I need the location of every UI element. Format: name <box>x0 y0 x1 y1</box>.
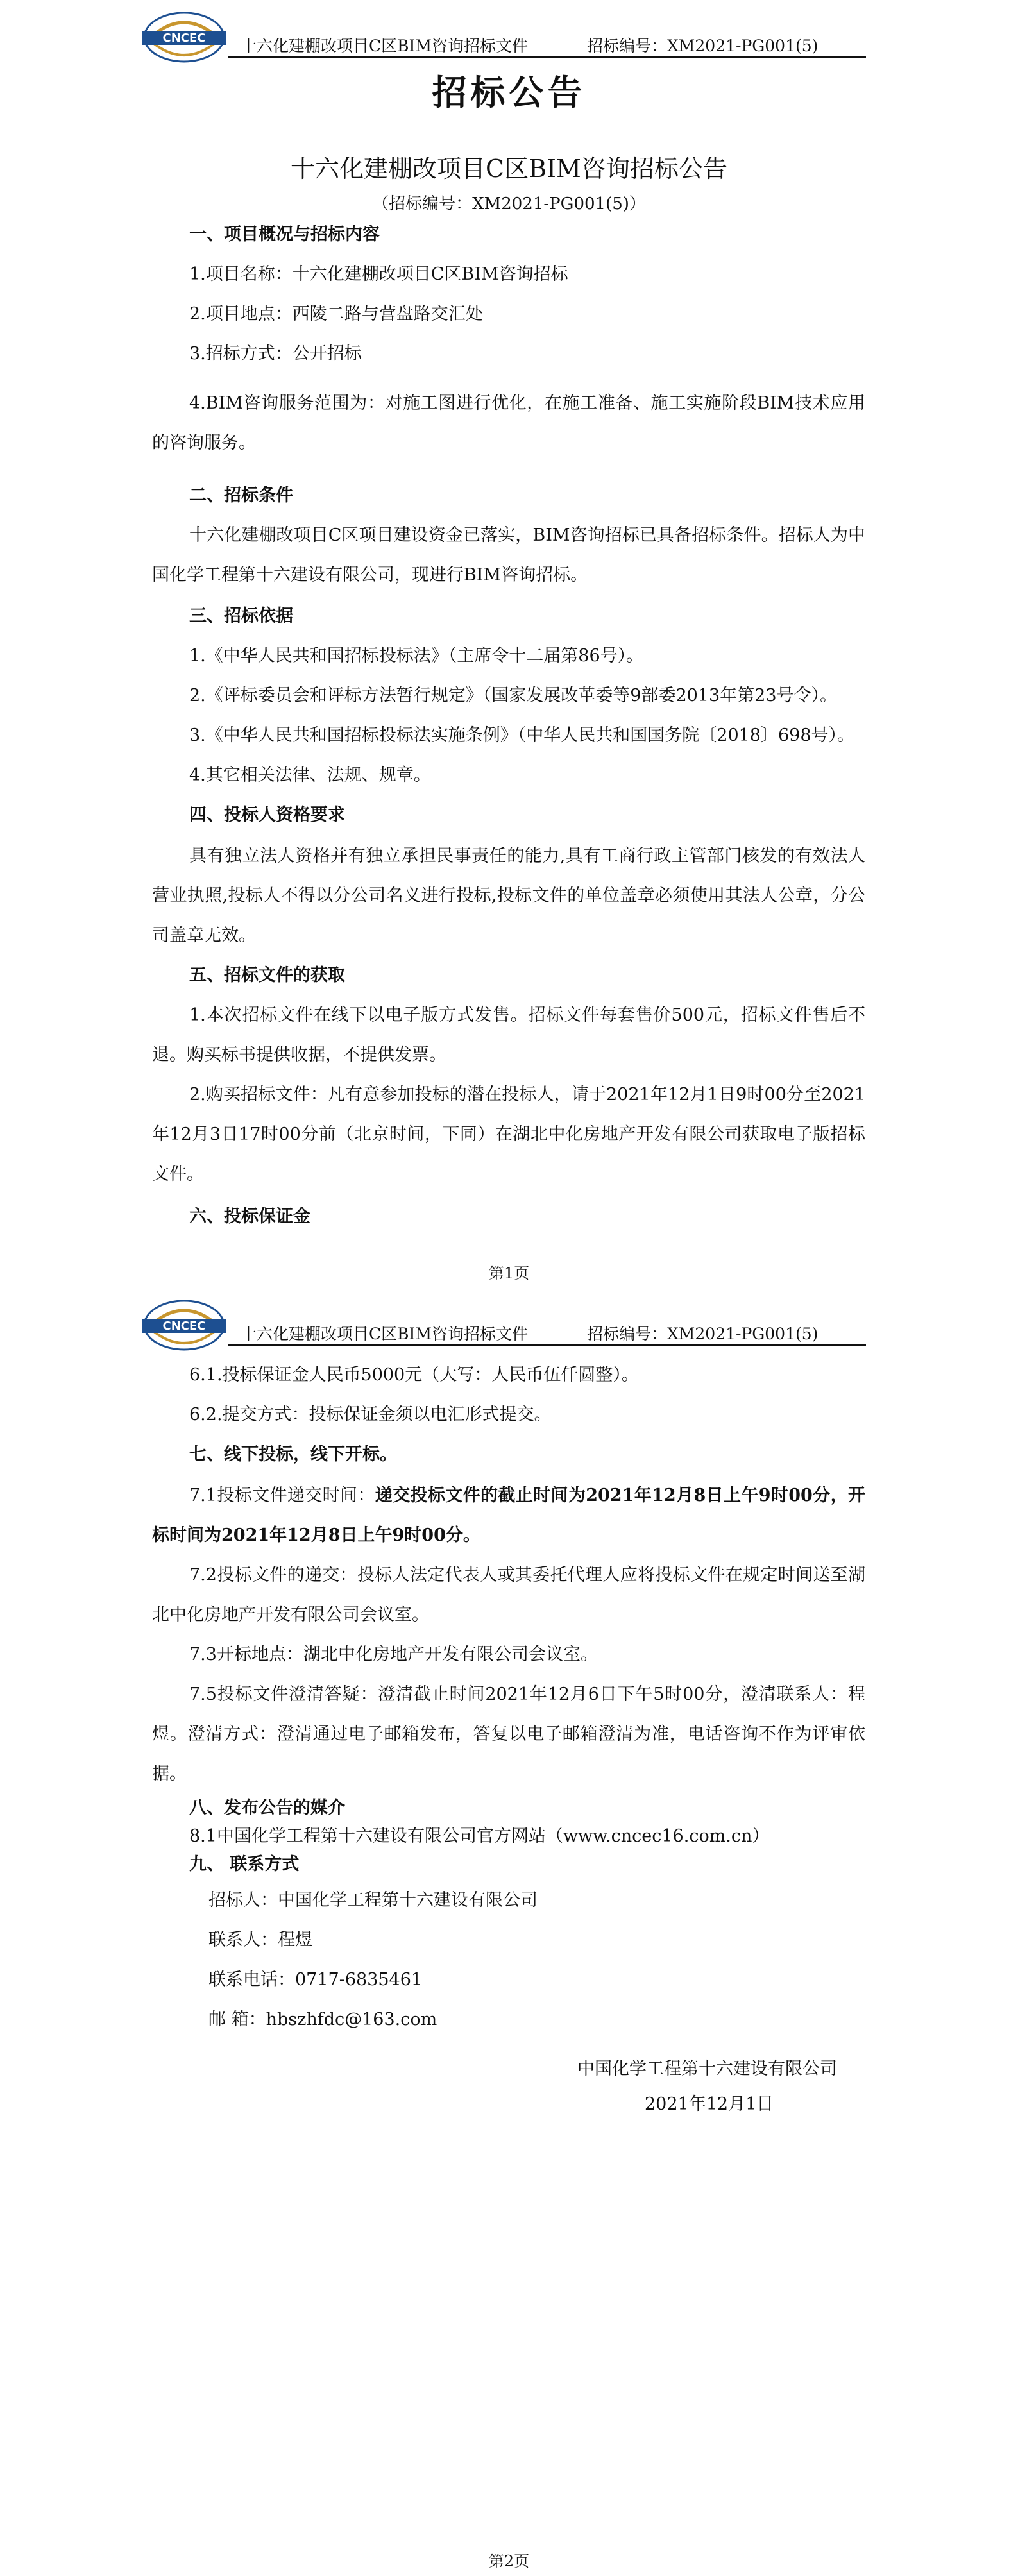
cncec-logo <box>138 1300 234 1351</box>
section-3-heading: 三、招标依据 <box>189 606 293 626</box>
section-4-text: 具有独立法人资格并有独立承担民事责任的能力,具有工商行政主管部门核发的有效法人营业执照,投标人不得以分公司名义进行投标,投标文件的单位盖章必须使用其法人公章，分公司盖章无效。 <box>152 846 865 945</box>
signature-company: 中国化学工程第十六建设有限公司 <box>577 2059 837 2079</box>
section-5-item-1: 1.本次招标文件在线下以电子版方式发售。招标文件每套售价500元，招标文件售后不退。购买标书提供收据，不提供发票。 <box>152 1005 865 1065</box>
header-rule <box>228 1344 866 1346</box>
contact-phone: 联系电话：0717-6835461 <box>208 1970 423 1990</box>
section-7-item-1 <box>152 1476 865 1555</box>
page-number: 第1页 <box>488 1264 530 1282</box>
section-5-heading: 五、招标文件的获取 <box>189 965 345 985</box>
cncec-logo <box>138 12 234 63</box>
svg-text:CNCEC: CNCEC <box>162 1319 206 1333</box>
signature-date: 2021年12月1日 <box>645 2094 774 2114</box>
section-7-item-1-label: 7.1投标文件递交时间： <box>189 1486 375 1505</box>
header-number: 招标编号：XM2021-PG001(5) <box>587 37 819 55</box>
page-number: 第2页 <box>488 2552 530 2570</box>
document-title: 十六化建棚改项目C区BIM咨询招标公告 <box>291 155 727 183</box>
header-title: 十六化建棚改项目C区BIM咨询招标文件 <box>241 1325 528 1343</box>
page-header <box>138 12 866 63</box>
section-6-heading: 六、投标保证金 <box>189 1207 310 1226</box>
section-7-item-2: 7.2投标文件的递交：投标人法定代表人或其委托代理人应将投标文件在规定时间送至湖北中化房地产开发有限公司会议室。 <box>152 1565 865 1625</box>
header-rule <box>228 56 866 58</box>
section-8-item-1: 8.1中国化学工程第十六建设有限公司官方网站（www.cncec16.com.cn） <box>189 1826 770 1846</box>
section-8-heading: 八、发布公告的媒介 <box>189 1798 345 1818</box>
section-1-item-4: 4.BIM咨询服务范围为：对施工图进行优化，在施工准备、施工实施阶段BIM技术应用的咨询服务。 <box>152 393 865 453</box>
section-7-heading: 七、线下投标，线下开标。 <box>189 1445 397 1464</box>
section-5-item-2: 2.购买招标文件：凡有意参加投标的潜在投标人，请于2021年12月1日9时00分至2021年12月3日17时00分前（北京时间，下同）在湖北中化房地产开发有限公司获取电子版招标文件。 <box>152 1085 865 1184</box>
section-1-item-3: 3.招标方式：公开招标 <box>189 344 362 364</box>
section-2-text: 十六化建棚改项目C区项目建设资金已落实，BIM咨询招标已具备招标条件。招标人为中国化学工程第十六建设有限公司，现进行BIM咨询招标。 <box>152 525 865 585</box>
document-number: （招标编号：XM2021-PG001(5)） <box>372 194 646 214</box>
section-1-heading: 一、项目概况与招标内容 <box>189 225 380 244</box>
section-3-item-2: 2.《评标委员会和评标方法暂行规定》（国家发展改革委等9部委2013年第23号令）。 <box>189 686 838 706</box>
header-number: 招标编号：XM2021-PG001(5) <box>587 1325 819 1343</box>
section-6-item-1: 6.1.投标保证金人民币5000元（大写：人民币伍仟圆整）。 <box>189 1365 639 1385</box>
contact-tenderer: 招标人：中国化学工程第十六建设有限公司 <box>208 1890 538 1910</box>
section-9-heading: 九、 联系方式 <box>189 1854 300 1874</box>
section-3-item-3: 3.《中华人民共和国招标投标法实施条例》（中华人民共和国国务院〔2018〕698号）。 <box>189 725 855 745</box>
section-6-item-2: 6.2.提交方式：投标保证金须以电汇形式提交。 <box>189 1405 552 1425</box>
section-2-heading: 二、招标条件 <box>189 486 293 505</box>
contact-person: 联系人：程煜 <box>208 1930 312 1950</box>
section-1-item-2: 2.项目地点：西陵二路与营盘路交汇处 <box>189 304 483 324</box>
section-7-item-1-deadline: 递交投标文件的截止时间为2021年12月8日上午9时00分，开标时间为2021年12月8日上午9时00分。 <box>152 1486 865 1545</box>
section-7-item-5: 7.5投标文件澄清答疑：澄清截止时间2021年12月6日下午5时00分，澄清联系人：程煜。澄清方式：澄清通过电子邮箱发布，答复以电子邮箱澄清为准，电话咨询不作为评审依据。 <box>152 1684 865 1784</box>
header-title: 十六化建棚改项目C区BIM咨询招标文件 <box>241 37 528 55</box>
svg-text:CNCEC: CNCEC <box>162 31 206 45</box>
section-3-item-4: 4.其它相关法律、法规、规章。 <box>189 765 431 785</box>
page-2 <box>0 1288 1018 2576</box>
contact-email: 邮 箱：hbszhfdc@163.com <box>208 2010 437 2029</box>
section-3-item-1: 1.《中华人民共和国招标投标法》（主席令十二届第86号）。 <box>189 646 644 666</box>
page-header <box>138 1300 866 1351</box>
section-7-item-3: 7.3开标地点：湖北中化房地产开发有限公司会议室。 <box>189 1645 598 1665</box>
section-4-heading: 四、投标人资格要求 <box>189 805 345 825</box>
section-1-item-1: 1.项目名称：十六化建棚改项目C区BIM咨询招标 <box>189 264 568 284</box>
page-title: 招标公告 <box>432 72 586 113</box>
